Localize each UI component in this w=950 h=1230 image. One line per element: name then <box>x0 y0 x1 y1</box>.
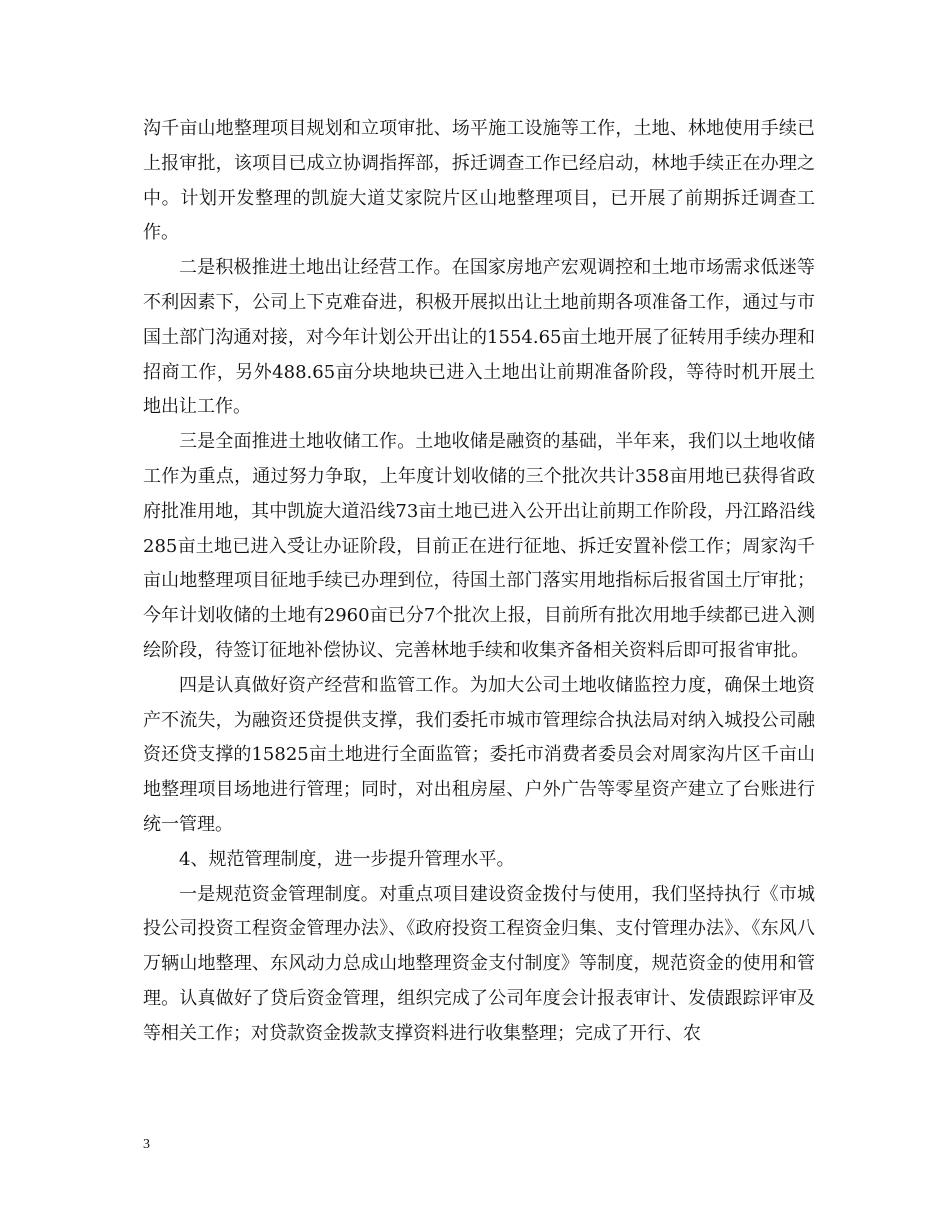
paragraph-land-transfer: 二是积极推进土地出让经营工作。在国家房地产宏观调控和土地市场需求低迷等不利因素下，公司上下克难奋进，积极开展拟出让土地前期各项准备工作，通过与市国土部门沟通对接，对今年计划公开出让的1554.65亩土地开展了征转用手续办理和招商工作，另外488.65亩分块地块已进入土地出让前期准备阶段，等待时机开展土地出让工作。 <box>143 257 815 418</box>
paragraph-asset-management: 四是认真做好资产经营和监管工作。为加大公司土地收储监控力度，确保土地资产不流失，为融资还贷提供支撑，我们委托市城市管理综合执法局对纳入城投公司融资还贷支撑的15825亩土地进行全面监管；委托市消费者委员会对周家沟片区千亩山地整理项目场地进行管理；同时，对出租房屋、户外广告等零星资产建立了台账进行统一管理。 <box>143 674 815 835</box>
paragraph-land-reserve: 三是全面推进土地收储工作。土地收储是融资的基础，半年来，我们以土地收储工作为重点，通过努力争取，上年度计划收储的三个批次共计358亩用地已获得省政府批准用地，其中凯旋大道沿线73亩土地已进入公开出让前期工作阶段，丹江路沿线285亩土地已进入受让办证阶段，目前正在进行征地、拆迁安置补偿工作；周家沟千亩山地整理项目征地手续已办理到位，待国土部门落实用地指标后报省国土厅审批；今年计划收储的土地有2960亩已分7个批次上报，目前所有批次用地手续都已进入测绘阶段，待签订征地补偿协议、完善林地手续和收集齐备相关资料后即可报省审批。 <box>143 431 815 661</box>
paragraph-land-project-continued: 沟千亩山地整理项目规划和立项审批、场平施工设施等工作，土地、林地使用手续已上报审批，该项目已成立协调指挥部，拆迁调查工作已经启动，林地手续正在办理之中。计划开发整理的凯旋大道艾家院片区山地整理项目，已开展了前期拆迁调查工作。 <box>143 118 815 244</box>
document-body <box>143 112 815 1052</box>
section-heading-management-system: 4、规范管理制度，进一步提升管理水平。 <box>179 848 515 870</box>
page-number: 3 <box>143 1137 150 1152</box>
paragraph-fund-management: 一是规范资金管理制度。对重点项目建设资金拨付与使用，我们坚持执行《市城投公司投资工程资金管理办法》、《政府投资工程资金归集、支付管理办法》、《东风八万辆山地整理、东风动力总成山地整理资金支付制度》等制度，规范资金的使用和管理。认真做好了贷后资金管理，组织完成了公司年度会计报表审计、发债跟踪评审及等相关工作；对贷款资金拨款支撑资料进行收集整理；完成了开行、农 <box>143 883 815 1044</box>
